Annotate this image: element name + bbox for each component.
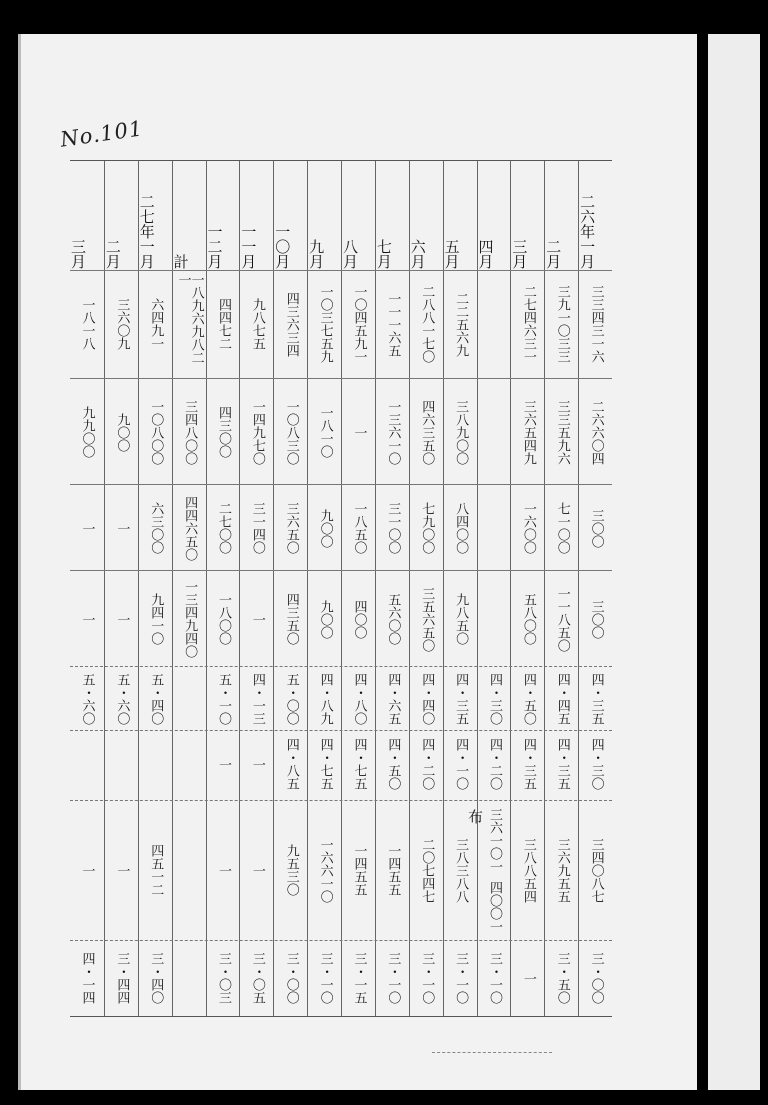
ledger-cell: 八四〇〇 — [453, 502, 469, 554]
ledger-cell: 一八一〇 — [317, 406, 333, 458]
ledger-cell: 三・一〇 — [317, 952, 333, 1004]
ledger-column — [510, 161, 545, 1016]
ledger-cell: 一〇三七五九 — [317, 285, 333, 363]
ledger-cell: 三一四〇 — [249, 502, 265, 554]
ledger-cell: 三・一〇 — [385, 952, 401, 1004]
ledger-cell: 九〇〇 — [317, 599, 333, 639]
ledger-cell: 三・一〇 — [486, 952, 502, 1004]
ledger-cell: 三・五〇 — [554, 952, 570, 1004]
ledger-cell: 一八〇〇 — [215, 593, 231, 645]
ledger-column — [172, 161, 207, 1016]
ledger-cell: 九〇〇 — [114, 412, 130, 452]
ledger-cell: 一四五五 — [351, 844, 367, 896]
ledger-cell: 二七〇〇 — [215, 502, 231, 554]
bottom-dashed-rule — [432, 1052, 552, 1053]
ledger-cell — [478, 489, 512, 567]
ledger-cell: 九八七五 — [249, 298, 265, 350]
month-label: 二六年一月 — [578, 194, 597, 269]
month-label: 五月 — [442, 239, 461, 269]
ledger-cell: 四・四五 — [554, 673, 570, 725]
ledger-cell: 四・三〇 — [486, 673, 502, 725]
ledger-cell: 四〇〇 — [351, 599, 367, 639]
ledger-cell: 三・〇五 — [249, 952, 265, 1004]
ledger-cell: 六四九一 — [148, 298, 164, 350]
ledger-cell — [173, 735, 207, 793]
row-divider — [70, 378, 612, 379]
ledger-cell: 三・〇〇 — [588, 952, 604, 1004]
ledger-cell — [139, 735, 173, 793]
ledger-column — [138, 161, 173, 1016]
month-label: 計 — [171, 254, 190, 269]
ledger-cell: 四三六三四 — [283, 291, 299, 357]
ledger-cell: 一〇四五九一 — [351, 285, 367, 363]
ledger-cell: 三三五九六 — [554, 399, 570, 465]
ledger-cell: 九九〇〇 — [79, 406, 95, 458]
ledger-cell: 四・六五 — [385, 673, 401, 725]
ledger-cell: 三八三八八 — [453, 837, 469, 903]
ledger-cell — [478, 575, 512, 663]
ledger-cell: 三三四三一六 — [588, 285, 604, 363]
ledger-cell: 九〇〇 — [317, 508, 333, 548]
ledger-cell: 四六三五〇 — [419, 399, 435, 465]
ledger-cell: 三六五四九 — [520, 399, 536, 465]
ledger-cell: 一 — [215, 863, 231, 877]
ledger-cell: 一六六一〇 — [317, 837, 333, 903]
cloth-annotation: 布 — [468, 808, 484, 826]
ledger-cell: 三五六五〇 — [419, 586, 435, 652]
month-label: 二七年一月 — [137, 194, 156, 269]
ledger-cell: 四・八九 — [317, 673, 333, 725]
ledger-cell: 四四六五〇 — [182, 495, 198, 561]
ledger-cell: 一三四九四〇 — [182, 580, 198, 658]
ledger-cell: 四・二〇 — [486, 738, 502, 790]
ledger-cell: 三・四〇 — [148, 952, 164, 1004]
ledger-cell: 三・一〇 — [453, 952, 469, 1004]
ledger-column — [578, 161, 613, 1016]
ledger-cell: 五八〇〇 — [520, 593, 536, 645]
ledger-cell: 四・一三 — [249, 673, 265, 725]
row-divider — [70, 484, 612, 485]
ledger-cell: 二〇七四七 — [419, 837, 435, 903]
ledger-cell: 一 — [249, 863, 265, 877]
ledger-cell: 一 — [114, 521, 130, 535]
ledger-cell: 四・七五 — [351, 738, 367, 790]
ledger-cell: 三・四四 — [114, 952, 130, 1004]
month-label: 一一月 — [239, 224, 258, 269]
ledger-cell: 一四五五 — [385, 844, 401, 896]
ledger-cell: 三・一〇 — [419, 952, 435, 1004]
ledger-cell: 一八九六九八二一 — [175, 273, 204, 364]
ledger-cell: 一八五〇 — [351, 502, 367, 554]
month-label: 六月 — [408, 239, 427, 269]
row-divider — [70, 800, 612, 801]
ledger-cell: 九五三〇 — [283, 844, 299, 896]
ledger-cell: 四・三五 — [588, 673, 604, 725]
month-label: 八月 — [341, 239, 359, 269]
ledger-cell: 二七四六三一 — [520, 285, 536, 363]
ledger-cell — [173, 803, 207, 937]
ledger-cell: 三八九〇〇 — [453, 399, 469, 465]
ledger-cell: 一 — [114, 612, 130, 626]
ledger-cell: 三・〇〇 — [283, 952, 299, 1004]
ledger-table — [70, 160, 612, 1017]
ledger-cell: 四・三〇 — [588, 738, 604, 790]
ledger-cell: 四四七二 — [215, 298, 231, 350]
ledger-cell: 三六一〇一 四〇〇一 — [486, 807, 502, 933]
row-divider — [70, 940, 612, 941]
ledger-column — [375, 161, 410, 1016]
ledger-column — [477, 161, 512, 1016]
month-label: 九月 — [307, 239, 326, 269]
ledger-cell: 四・一〇 — [453, 738, 469, 790]
ledger-cell: 一 — [520, 971, 536, 985]
ledger-cell: 一一一六五 — [385, 291, 401, 357]
month-label: 二月 — [544, 239, 563, 269]
ledger-cell: 二二五六九 — [453, 291, 469, 357]
ledger-cell: 七一〇〇 — [554, 502, 570, 554]
ledger-cell: 九四一〇 — [148, 593, 164, 645]
month-label: 四月 — [476, 239, 495, 269]
ledger-column — [544, 161, 579, 1016]
ledger-cell: 一 — [249, 612, 265, 626]
ledger-cell: 六三〇〇 — [148, 502, 164, 554]
ledger-cell: 一 — [79, 521, 95, 535]
ledger-cell: 四三五〇 — [283, 593, 299, 645]
ledger-cell: 四・四〇 — [419, 673, 435, 725]
ledger-cell: 四・三五 — [453, 673, 469, 725]
row-divider — [70, 270, 612, 271]
ledger-cell: 三・〇三 — [215, 952, 231, 1004]
ledger-cell: 四・八〇 — [351, 673, 367, 725]
ledger-cell: 三四八〇〇 — [182, 399, 198, 465]
month-label: 三月 — [69, 239, 87, 269]
ledger-column — [239, 161, 274, 1016]
ledger-column — [307, 161, 342, 1016]
handwritten-document-number: No.101 — [58, 116, 145, 152]
ledger-column — [104, 161, 139, 1016]
ledger-cell: 一六〇〇 — [520, 502, 536, 554]
ledger-cell: 一 — [215, 757, 231, 771]
ledger-cell: 四・三五 — [554, 738, 570, 790]
row-divider — [70, 570, 612, 571]
ledger-cell: 三六五〇 — [283, 502, 299, 554]
ledger-cell — [478, 383, 512, 481]
ledger-cell: 一四九七〇 — [249, 399, 265, 465]
ledger-cell: 三四〇八七 — [588, 837, 604, 903]
ledger-cell: 四三〇〇 — [215, 406, 231, 458]
ledger-cell: 四・七五 — [317, 738, 333, 790]
ledger-cell: 五・一〇 — [215, 673, 231, 725]
ledger-cell: 一〇八三〇 — [283, 399, 299, 465]
adjacent-page-edge — [708, 34, 760, 1090]
ledger-cell: 五・〇〇 — [283, 673, 299, 725]
ledger-cell: 三六〇九 — [114, 298, 130, 350]
ledger-cell: 五六〇〇 — [385, 593, 401, 645]
ledger-cell: 四・八五 — [283, 738, 299, 790]
ledger-cell — [173, 671, 207, 727]
month-label: 一〇月 — [273, 224, 292, 269]
ledger-cell: 一 — [114, 863, 130, 877]
ledger-cell: 三八八五四 — [520, 837, 536, 903]
ledger-cell: 四・三五 — [520, 738, 536, 790]
ledger-column — [341, 161, 376, 1016]
ledger-cell: 三〇〇 — [588, 508, 604, 548]
ledger-cell: 一 — [249, 757, 265, 771]
ledger-cell: 一 — [351, 425, 367, 439]
month-label: 二月 — [103, 239, 122, 269]
ledger-cell: 九八五〇 — [453, 593, 469, 645]
ledger-cell: 三九一〇三三 — [554, 285, 570, 363]
ledger-cell: 一 — [79, 863, 95, 877]
ledger-cell: 五・六〇 — [114, 673, 130, 725]
ledger-cell: 二六六〇四 — [588, 399, 604, 465]
ledger-column — [443, 161, 478, 1016]
ledger-cell: 五・六〇 — [79, 673, 95, 725]
ledger-cell: 三〇〇 — [588, 599, 604, 639]
month-label: 三月 — [510, 239, 529, 269]
month-label: 一二月 — [205, 224, 224, 269]
ledger-cell: 四・五〇 — [385, 738, 401, 790]
ledger-cell: 三一〇〇 — [385, 502, 401, 554]
row-divider — [70, 666, 612, 667]
ledger-column — [409, 161, 444, 1016]
ledger-cell: 一 — [79, 612, 95, 626]
ledger-cell — [478, 273, 512, 375]
ledger-cell — [105, 735, 139, 793]
row-divider — [70, 730, 612, 731]
ledger-cell: 七九〇〇 — [419, 502, 435, 554]
month-label: 七月 — [374, 239, 393, 269]
ledger-cell: 一一八五〇 — [554, 586, 570, 652]
ledger-column — [273, 161, 308, 1016]
ledger-cell: 四・一四 — [79, 952, 95, 1004]
ledger-cell: 四・五〇 — [520, 673, 536, 725]
ledger-cell: 三六九五五 — [554, 837, 570, 903]
ledger-cell: 一八一八 — [79, 298, 95, 350]
ledger-cell: 三・一五 — [351, 952, 367, 1004]
ledger-cell: 二八八一七〇 — [419, 285, 435, 363]
ledger-column — [206, 161, 241, 1016]
ledger-cell: 一三六一〇 — [385, 399, 401, 465]
ledger-column — [70, 161, 104, 1016]
ledger-cell: 五・四〇 — [148, 673, 164, 725]
ledger-cell: 四・二〇 — [419, 738, 435, 790]
ledger-cell: 一〇八〇〇 — [148, 399, 164, 465]
ledger-cell: 四五一二 — [148, 844, 164, 896]
ledger-cell — [70, 735, 104, 793]
ledger-cell — [173, 945, 207, 1011]
